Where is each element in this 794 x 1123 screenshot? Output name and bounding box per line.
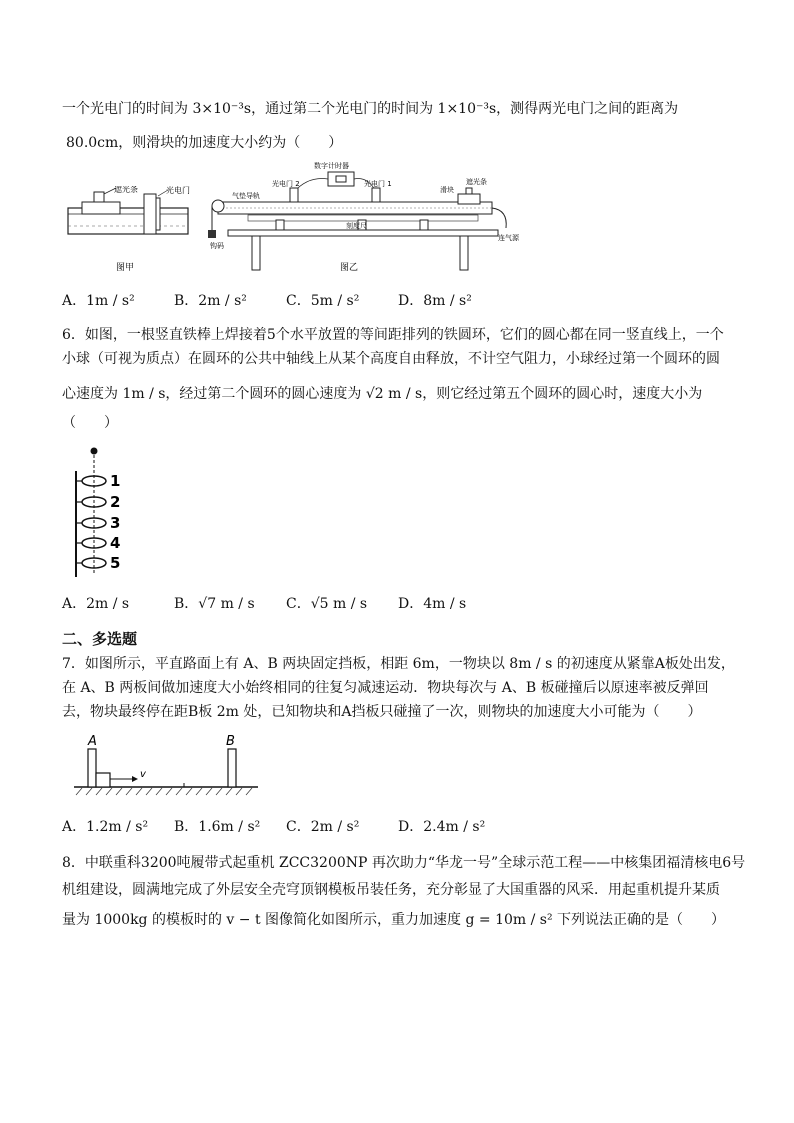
q5-text-line-2: 80.0cm，则滑块的加速度大小约为（ ） <box>66 135 343 151</box>
q5-option-a[interactable]: A．1m / s² <box>62 293 135 309</box>
q5-figure-jia <box>64 186 192 276</box>
q5-options <box>62 291 510 311</box>
q6-rings-figure <box>70 443 132 579</box>
fig-yi-label-slider: 滑块 <box>440 186 454 194</box>
ring-label-2: 2 <box>110 493 121 511</box>
q5-figure-yi <box>208 158 532 274</box>
q7-text-line-3: 去，物块最终停在距B板 2m 处，已知物块和A挡板只碰撞了一次，则物块的加速度大小可能为（ ） <box>62 704 702 720</box>
q7-label-a: A <box>88 734 97 749</box>
q6-option-d[interactable]: D．4m / s <box>398 596 467 612</box>
section-title: 二、多选题 <box>62 630 138 648</box>
fig-yi-label-strip: 遮光条 <box>466 178 487 186</box>
fig-jia-label-gate: 光电门 <box>166 186 190 195</box>
q7-figure <box>72 733 260 801</box>
fig-yi-label-scale: 刻度尺 <box>346 222 367 230</box>
q7-option-b[interactable]: B．1.6m / s² <box>174 819 261 835</box>
fig-jia-label-strip: 遮光条 <box>114 186 138 194</box>
q5-option-c[interactable]: C．5m / s² <box>286 293 360 309</box>
fig-yi-label-rail: 气垫导轨 <box>232 192 260 200</box>
q7-option-a[interactable]: A．1.2m / s² <box>62 819 149 835</box>
q7-options <box>62 817 510 837</box>
q5-option-b[interactable]: B．2m / s² <box>174 293 247 309</box>
fig-yi-label-gate1: 光电门 1 <box>364 180 392 188</box>
q5-text-line-1: 一个光电门的时间为 3×10⁻³s，通过第二个光电门的时间为 1×10⁻³s，测得两光电门之间的距离为 <box>62 101 679 117</box>
ring-label-5: 5 <box>110 554 121 572</box>
q7-text-line-2: 在 A、B 两板间做加速度大小始终相同的往复匀减速运动．物块每次与 A、B 板碰撞后以原速率被反弹回 <box>62 680 709 696</box>
q7-option-d[interactable]: D．2.4m / s² <box>398 819 486 835</box>
ring-label-4: 4 <box>110 534 121 552</box>
q6-text-line-2: 小球（可视为质点）在圆环的公共中轴线上从某个高度自由释放，不计空气阻力，小球经过第一个圆环的圆 <box>62 351 720 367</box>
fig-yi-caption: 图乙 <box>340 263 359 273</box>
q8-text-line-2: 机组建设，圆满地完成了外层安全壳穹顶钢模板吊装任务，充分彰显了大国重器的风采．用起重机提升某质 <box>62 882 720 898</box>
q6-option-b[interactable]: B．√7 m / s <box>174 596 255 612</box>
q6-option-c[interactable]: C．√5 m / s <box>286 596 368 612</box>
q7-label-b: B <box>226 734 235 749</box>
q6-text-line-3: 心速度为 1m / s，经过第二个圆环的圆心速度为 √2 m / s，则它经过第五个圆环的圆心时，速度大小为 <box>62 386 703 402</box>
fig-yi-label-weight: 钩码 <box>210 242 224 250</box>
q6-options <box>62 594 510 614</box>
q7-text-line-1: 7．如图所示，平直路面上有 A、B 两块固定挡板，相距 6m，一物块以 8m / s 的初速度从紧靠A板处出发， <box>62 656 735 672</box>
q6-text-line-4: （ ） <box>62 415 118 431</box>
fig-yi-label-air: 连气源 <box>498 234 519 242</box>
q6-option-a[interactable]: A．2m / s <box>62 596 130 612</box>
q7-option-c[interactable]: C．2m / s² <box>286 819 360 835</box>
q7-label-v: v <box>140 769 146 780</box>
fig-jia-caption: 图甲 <box>116 263 135 273</box>
ring-label-1: 1 <box>110 472 121 490</box>
fig-yi-label-gate2: 光电门 2 <box>272 180 300 188</box>
fig-yi-label-timer: 数字计时器 <box>314 162 349 170</box>
q8-text-line-1: 8．中联重科3200吨履带式起重机 ZCC3200NP 再次助力“华龙一号”全球示范工程——中核集团福清核电6号 <box>62 855 746 871</box>
q8-text-line-3: 量为 1000kg 的模板时的 v − t 图像简化如图所示，重力加速度 g = 10m / s² 下列说法正确的是（ ） <box>62 912 726 928</box>
q5-option-d[interactable]: D．8m / s² <box>398 293 472 309</box>
ring-label-3: 3 <box>110 514 121 532</box>
q6-text-line-1: 6．如图，一根竖直铁棒上焊接着5个水平放置的等间距排列的铁圆环，它们的圆心都在同一竖直线上，一个 <box>62 327 724 343</box>
